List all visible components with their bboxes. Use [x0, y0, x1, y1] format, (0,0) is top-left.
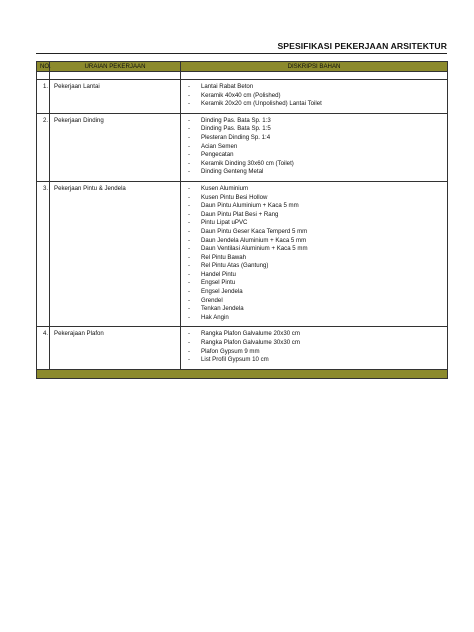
- bullet-dash: -: [188, 347, 191, 355]
- list-item: [181, 228, 447, 237]
- material-item: Dinding Pas. Bata Sp. 1:3: [201, 116, 271, 124]
- bullet-dash: -: [188, 116, 191, 124]
- bullet-dash: -: [188, 305, 191, 313]
- material-item: Daun Jendela Aluminium + Kaca 5 mm: [201, 236, 307, 244]
- list-item: [181, 237, 447, 246]
- material-item: Pengecatan: [201, 151, 234, 159]
- bullet-dash: -: [188, 91, 191, 99]
- material-item: Daun Pintu Aluminium + Kaca 5 mm: [201, 202, 299, 210]
- list-item: [181, 202, 447, 211]
- header-desc: DISKRIPSI BAHAN: [181, 62, 448, 72]
- material-item: List Profil Gypsum 10 cm: [201, 356, 269, 364]
- list-item: [181, 348, 447, 357]
- list-item: [181, 100, 447, 109]
- bullet-dash: -: [188, 288, 191, 296]
- document-title: SPESIFIKASI PEKERJAAN ARSITEKTUR: [277, 41, 447, 51]
- material-item: Daun Pintu Plat Besi + Rang: [201, 210, 279, 218]
- header-job: URAIAN PEKERJAAN: [50, 62, 181, 72]
- row-job-title: Pekerjaan Dinding: [50, 113, 181, 181]
- bullet-dash: -: [188, 100, 191, 108]
- bullet-dash: -: [188, 219, 191, 227]
- row-material-list: [181, 181, 448, 327]
- material-item: Lantai Rabat Beton: [201, 83, 254, 90]
- list-item: [181, 254, 447, 263]
- row-job-title: Pekerjaan Pintu & Jendela: [50, 181, 181, 327]
- material-item: Daun Pintu Geser Kaca Temperd 5 mm: [201, 227, 308, 235]
- material-item: Keramik 40x40 cm (Polished): [201, 91, 281, 99]
- material-list: [181, 83, 447, 109]
- list-item: [181, 271, 447, 280]
- material-item: Plesteran Dinding Sp. 1:4: [201, 133, 271, 141]
- material-item: Rangka Plafon Galvalume 30x30 cm: [201, 339, 300, 347]
- material-item: Keramik Dinding 30x60 cm (Toilet): [201, 159, 294, 167]
- row-number: 1.: [37, 80, 50, 114]
- bullet-dash: -: [188, 227, 191, 235]
- list-item: [181, 83, 447, 92]
- table-row: [37, 181, 448, 327]
- table-row: [37, 113, 448, 181]
- table-row: [37, 327, 448, 369]
- row-number: 2.: [37, 113, 50, 181]
- bullet-dash: -: [188, 83, 191, 90]
- bullet-dash: -: [188, 313, 191, 321]
- row-number: 4.: [37, 327, 50, 369]
- list-item: [181, 219, 447, 228]
- bullet-dash: -: [188, 356, 191, 364]
- list-item: [181, 339, 447, 348]
- row-job-title: Pekerjaan Lantai: [50, 80, 181, 114]
- material-item: Plafon Gypsum 9 mm: [201, 347, 260, 355]
- bullet-dash: -: [188, 133, 191, 141]
- list-item: [181, 125, 447, 134]
- list-item: [181, 297, 447, 306]
- list-item: [181, 305, 447, 314]
- row-material-list: [181, 327, 448, 369]
- bullet-dash: -: [188, 270, 191, 278]
- material-item: Handel Pintu: [201, 270, 236, 278]
- bullet-dash: -: [188, 262, 191, 270]
- bullet-dash: -: [188, 330, 191, 338]
- material-item: Acian Semen: [201, 142, 238, 150]
- material-item: Hak Angin: [201, 313, 229, 321]
- material-item: Engsel Jendela: [201, 288, 243, 296]
- spacer-row: [37, 72, 448, 80]
- bullet-dash: -: [188, 279, 191, 287]
- list-item: [181, 314, 447, 323]
- specification-table: [36, 61, 448, 379]
- row-number: 3.: [37, 181, 50, 327]
- material-item: Pintu Lipat uPVC: [201, 219, 248, 227]
- list-item: [181, 279, 447, 288]
- list-item: [181, 288, 447, 297]
- list-item: [181, 92, 447, 101]
- material-list: [181, 117, 447, 177]
- bullet-dash: -: [188, 184, 191, 192]
- list-item: [181, 262, 447, 271]
- bullet-dash: -: [188, 159, 191, 167]
- bullet-dash: -: [188, 142, 191, 150]
- material-item: Engsel Pintu: [201, 279, 236, 287]
- table-row: [37, 80, 448, 114]
- row-material-list: [181, 113, 448, 181]
- material-list: [181, 330, 447, 364]
- title-underline: [36, 53, 447, 54]
- table-header-row: [37, 62, 448, 72]
- bullet-dash: -: [188, 339, 191, 347]
- material-item: Rel Pintu Bawah: [201, 253, 247, 261]
- header-no: NO.: [37, 62, 50, 72]
- material-item: Grendel: [201, 296, 223, 304]
- bullet-dash: -: [188, 151, 191, 159]
- material-item: Tenkan Jendela: [201, 305, 244, 313]
- bullet-dash: -: [188, 236, 191, 244]
- material-item: Keramik 20x20 cm (Unpolished) Lantai Toilet: [201, 100, 322, 108]
- bullet-dash: -: [188, 125, 191, 133]
- list-item: [181, 245, 447, 254]
- list-item: [181, 168, 447, 177]
- row-job-title: Pekerajaan Plafon: [50, 327, 181, 369]
- bullet-dash: -: [188, 210, 191, 218]
- list-item: [181, 330, 447, 339]
- bullet-dash: -: [188, 168, 191, 176]
- material-item: Rangka Plafon Galvalume 20x30 cm: [201, 330, 300, 338]
- material-item: Kusen Pintu Besi Hollow: [201, 193, 268, 201]
- material-item: Dinding Pas. Bata Sp. 1:5: [201, 125, 271, 133]
- row-material-list: [181, 80, 448, 114]
- list-item: [181, 356, 447, 365]
- list-item: [181, 185, 447, 194]
- bullet-dash: -: [188, 202, 191, 210]
- material-item: Rel Pintu Atas (Gantung): [201, 262, 269, 270]
- list-item: [181, 194, 447, 203]
- table-footer-row: [37, 369, 448, 378]
- list-item: [181, 151, 447, 160]
- bullet-dash: -: [188, 245, 191, 253]
- bullet-dash: -: [188, 193, 191, 201]
- material-item: Dinding Genteng Metal: [201, 168, 264, 176]
- list-item: [181, 117, 447, 126]
- material-list: [181, 185, 447, 323]
- table-body: [37, 72, 448, 370]
- material-item: Kusen Aluminium: [201, 184, 249, 192]
- list-item: [181, 160, 447, 169]
- list-item: [181, 143, 447, 152]
- list-item: [181, 211, 447, 220]
- bullet-dash: -: [188, 296, 191, 304]
- material-item: Daun Ventilasi Aluminium + Kaca 5 mm: [201, 245, 308, 253]
- list-item: [181, 134, 447, 143]
- bullet-dash: -: [188, 253, 191, 261]
